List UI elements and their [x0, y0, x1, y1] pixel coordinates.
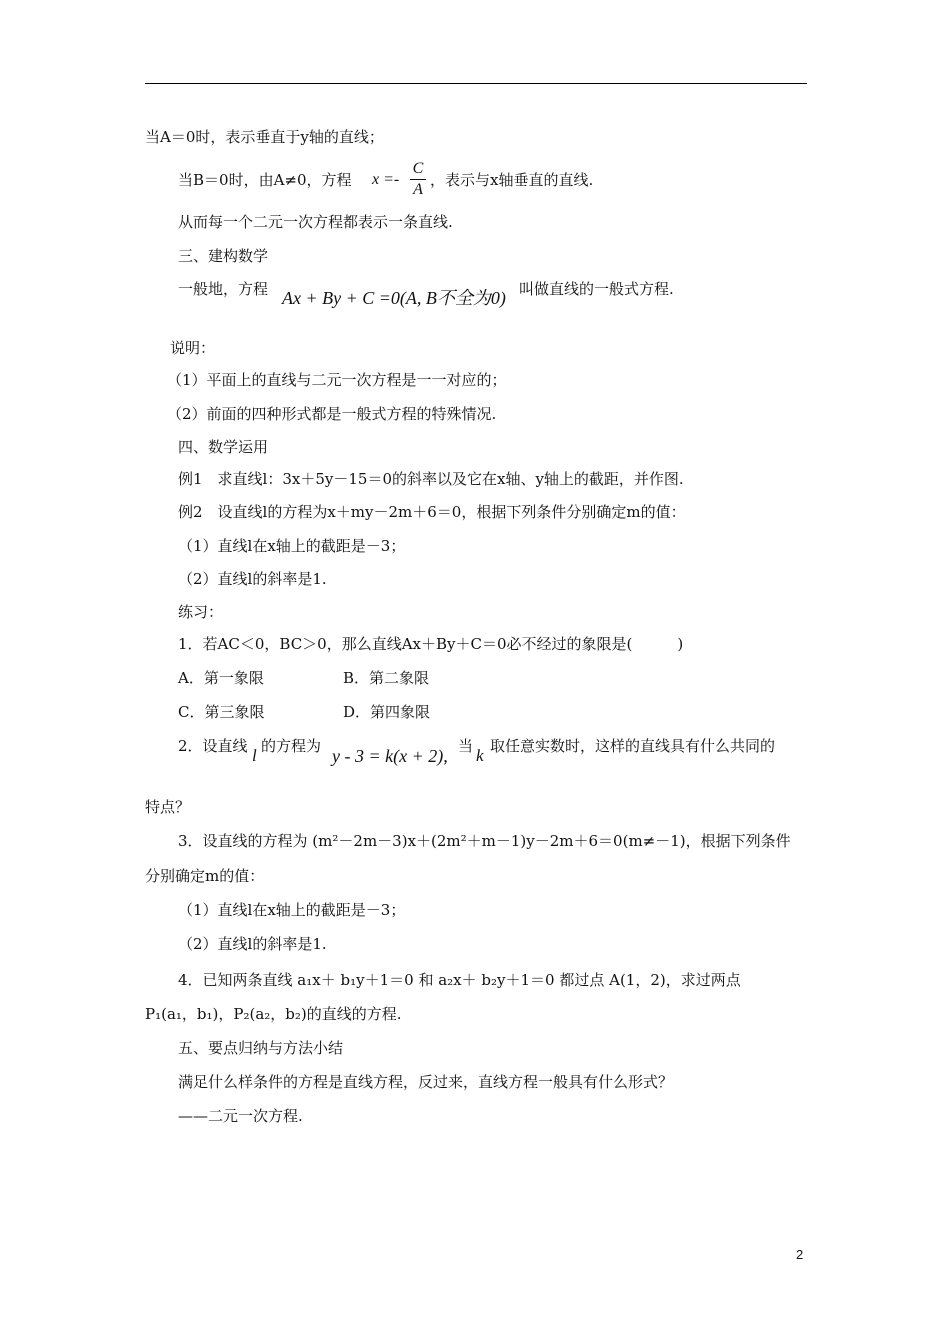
text-line: P₁(a₁，b₁)，P₂(a₂，b₂)的直线的方程.: [145, 1005, 402, 1023]
text-line: ，表示与x轴垂直的直线.: [430, 171, 594, 189]
math-l: l: [252, 746, 257, 765]
choice-a: A．第一象限: [178, 669, 264, 687]
choice-d: D．第四象限: [343, 703, 431, 721]
text-line: 从而每一个二元一次方程都表示一条直线.: [178, 213, 453, 231]
text-line: 2．设直线: [178, 737, 248, 755]
text-line: 分别确定m的值：: [145, 867, 265, 885]
section-heading: 五、要点归纳与方法小结: [178, 1039, 344, 1057]
text-line: 3．设直线的方程为 (m²－2m－3)x＋(2m²＋m－1)y－2m＋6＝0(m≠－1)，根据下列条件: [178, 832, 791, 850]
choice-c: C．第三象限: [178, 703, 265, 721]
text-line: 当B＝0时，由A≠0，方程: [178, 171, 352, 189]
equation: Ax + By + C =0(A, B不全为0): [282, 288, 506, 308]
text-line: （2）直线l的斜率是1.: [178, 935, 327, 953]
text-line: 取任意实数时，这样的直线具有什么共同的: [490, 737, 776, 755]
text-line: ——二元一次方程.: [178, 1107, 303, 1125]
header-rule: [145, 83, 807, 84]
text-line: 当A＝0时，表示垂直于y轴的直线；: [145, 128, 384, 146]
text-line: （2）直线l的斜率是1.: [178, 570, 327, 588]
text-line: （1）直线l在x轴上的截距是－3；: [178, 901, 406, 919]
text-line: 说明：: [170, 339, 216, 357]
fraction: [410, 160, 426, 199]
text-line: 满足什么样条件的方程是直线方程，反过来，直线方程一般具有什么形式？: [178, 1073, 674, 1091]
text-line: 的方程为: [261, 737, 322, 755]
fraction-numerator: C: [412, 160, 424, 177]
text-line: 当: [458, 737, 474, 755]
text-line: 例2 设直线l的方程为x＋my－2m＋6＝0，根据下列条件分别确定m的值：: [178, 503, 686, 521]
text-line: 4．已知两条直线 a₁x＋ b₁y＋1＝0 和 a₂x＋ b₂y＋1＝0 都过点 A(1，2)，求过两点: [178, 971, 741, 989]
text-line: 叫做直线的一般式方程.: [519, 280, 674, 298]
text-line: 例1 求直线l：3x＋5y－15＝0的斜率以及它在x轴、y轴上的截距，并作图.: [178, 470, 684, 488]
choice-b: B．第二象限: [343, 669, 430, 687]
text-line: （1）平面上的直线与二元一次方程是一一对应的；: [167, 371, 507, 389]
equation-lhs: x =-: [372, 171, 400, 188]
section-heading: 三、建构数学: [178, 247, 269, 265]
text-line: （1）直线l在x轴上的截距是－3；: [178, 537, 406, 555]
text-line: 练习：: [178, 603, 224, 621]
text-line: 1．若AC＜0，BC＞0，那么直线Ax＋By＋C＝0必不经过的象限是( ): [178, 635, 684, 653]
math-k: k: [476, 746, 484, 765]
fraction-bar: [410, 179, 426, 180]
text-line: （2）前面的四种形式都是一般式方程的特殊情况.: [167, 405, 497, 423]
page-number: 2: [796, 1247, 804, 1262]
text-line: 特点？: [145, 798, 191, 816]
equation: y - 3 = k(x + 2),: [332, 746, 448, 766]
fraction-denominator: A: [413, 181, 423, 198]
text-line: 一般地，方程: [178, 280, 269, 298]
section-heading: 四、数学运用: [178, 438, 269, 456]
